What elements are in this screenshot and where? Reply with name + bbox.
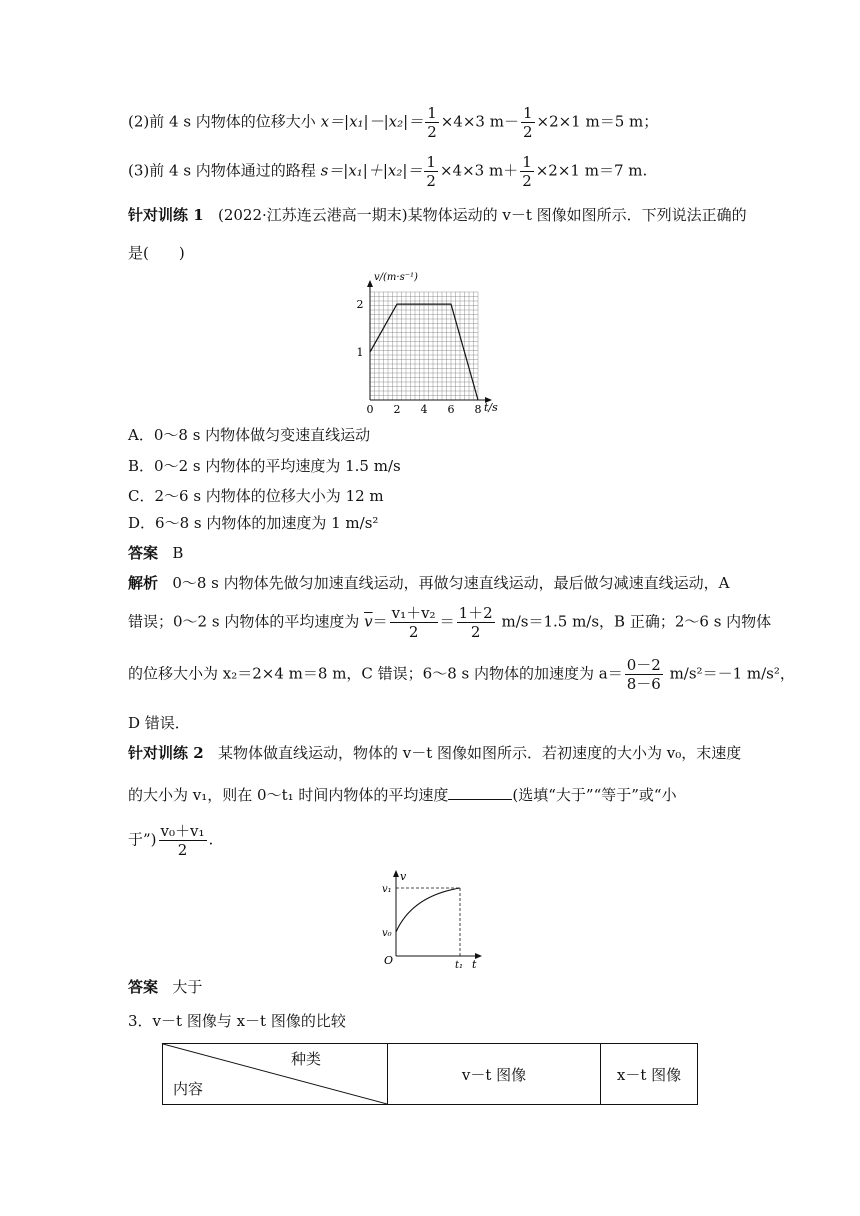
col-vt-header: v－t 图像 (388, 1044, 601, 1105)
answer-blank[interactable] (448, 785, 512, 800)
drill1-stem1: (2022·江苏连云港高一期末)某物体运动的 v－t 图像如图所示．下列说法正确的 (217, 206, 747, 224)
y-arrow (367, 280, 373, 287)
x-tick-label: 6 (447, 403, 455, 416)
answer-label: 答案 (128, 544, 159, 562)
v-label: v (400, 870, 407, 883)
fraction-half (520, 153, 534, 190)
solution-3 (128, 153, 647, 190)
t-label: t (472, 958, 477, 971)
v1-label: v₁ (382, 884, 392, 895)
drill2-stem-line1 (128, 742, 741, 763)
x-tick-label: 0 (366, 403, 374, 416)
sol3-term1: ×4×3 m＋ (439, 161, 519, 180)
drill2-stem2b: (选填“大于”“等于”或“小 (512, 786, 677, 804)
option-d: D．6～8 s 内物体的加速度为 1 m/s² (128, 514, 379, 532)
avg-frac2 (457, 604, 495, 641)
header-content: 内容 (173, 1080, 204, 1098)
comparison-table (162, 1043, 698, 1105)
col-xt-header: x－t 图像 (601, 1044, 698, 1105)
sol3-term2: ×2×1 m＝7 m. (535, 161, 648, 180)
analysis2b: m/s＝1.5 m/s，B 正确；2～6 s 内物体 (501, 612, 772, 631)
frac-den: 2 (522, 172, 532, 190)
header-kind: 种类 (291, 1050, 322, 1068)
frac-den: 2 (408, 623, 419, 641)
drill1-label: 针对训练 1 (128, 206, 204, 224)
frac-den: 2 (426, 172, 436, 190)
sol3-prefix: (3)前 4 s 内物体通过的路程 (128, 161, 321, 180)
analysis2a: 错误；0～2 s 内物体的平均速度为 (128, 612, 365, 631)
analysis-line2: 错误；0～2 s 内物体的平均速度为 $\overline{v}=$ $\frac{\text{v₁＋v₂}}{2}$ ＝ $\frac{1+2}{2}$ m/s＝1.5 m/s，B 正确；2～6 s 内物体 (128, 604, 772, 641)
fraction-half (425, 104, 439, 141)
t1-label: t₁ (455, 960, 464, 971)
option-a: A．0～8 s 内物体做匀变速直线运动 (128, 426, 371, 444)
analysis3a: 的位移大小为 x₂＝2×4 m＝8 m，C 错误；6～8 s 内物体的加速度为 a＝ (128, 664, 623, 683)
frac-den: 2 (470, 623, 481, 641)
chart-grid (370, 292, 478, 400)
frac-den: 2 (522, 123, 533, 141)
vt-chart-2 (366, 868, 486, 972)
y-axis-label: v/(m·s⁻¹) (374, 272, 418, 283)
velocity-curve (396, 888, 460, 932)
x-tick-label: 8 (474, 403, 482, 416)
drill1-stem-line2 (128, 242, 185, 263)
y-tick-label: 1 (356, 346, 364, 360)
fraction-half (424, 153, 438, 190)
analysis-line1 (128, 572, 730, 593)
drill2-stem1: 某物体做直线运动，物体的 v－t 图像如图所示．若初速度的大小为 v₀，末速度 (217, 744, 742, 762)
x-axis-label: t/s (484, 401, 498, 414)
drill2-label: 针对训练 2 (128, 744, 204, 762)
x-tick-label: 2 (393, 403, 401, 416)
frac-num: 1 (522, 104, 533, 122)
frac-num: 1 (522, 153, 532, 171)
frac-num: 1＋2 (458, 604, 493, 622)
drill2-stem3: 于”) (128, 830, 157, 849)
diagonal-header-cell (163, 1044, 388, 1105)
solution-2 (128, 104, 658, 141)
origin-label: O (384, 954, 394, 967)
frac-num: 1 (427, 104, 437, 122)
sol2-prefix: (2)前 4 s 内物体的位移大小 (128, 112, 321, 131)
section3-title: 3．v－t 图像与 x－t 图像的比较 (128, 1012, 346, 1030)
x-tick-label: 4 (420, 403, 428, 416)
drill1-stem-line1 (128, 204, 747, 225)
frac-den: 2 (177, 841, 188, 859)
option-b: B．0～2 s 内物体的平均速度为 1.5 m/s (128, 457, 401, 475)
option-c: C．2～6 s 内物体的位移大小为 12 m (128, 487, 384, 505)
fraction-half (521, 104, 535, 141)
y-tick-label: 2 (356, 298, 364, 312)
drill2-answer (128, 976, 202, 997)
acc-frac (625, 656, 663, 693)
answer-label: 答案 (128, 978, 159, 996)
frac-num: 1 (426, 153, 436, 171)
drill1-answer (128, 542, 183, 563)
analysis-line4: D 错误． (128, 714, 190, 732)
frac-den: 8－6 (626, 675, 661, 693)
sol2-term2: ×2×1 m＝5 m； (536, 112, 659, 131)
analysis-label: 解析 (128, 574, 159, 592)
answer-value: 大于 (172, 978, 203, 996)
sol2-term1: ×4×3 m－ (440, 112, 519, 131)
drill2-stem-line3 (128, 822, 213, 859)
drill2-stem3-end: . (208, 830, 214, 849)
avg-v-symbol: $\overline{v}$ (364, 612, 373, 631)
avg-frac1 (390, 604, 438, 641)
frac-num: v₀＋v₁ (160, 822, 205, 840)
vt-chart-1 (338, 266, 508, 416)
drill2-frac (159, 822, 207, 859)
answer-value: B (172, 544, 184, 562)
analysis3b: m/s²＝－1 m/s²， (669, 664, 795, 683)
frac-num: 0－2 (626, 656, 661, 674)
sol3-expr: s＝|x₁|＋|x₂|＝ (320, 161, 423, 180)
sol2-expr: x＝|x₁|－|x₂|＝ (320, 112, 424, 131)
drill2-stem2a: 的大小为 v₁，则在 0～t₁ 时间内物体的平均速度 (128, 786, 449, 804)
y-arrow (393, 870, 399, 877)
frac-den: 2 (427, 123, 437, 141)
drill2-stem-line2 (128, 784, 677, 805)
v0-label: v₀ (382, 928, 392, 939)
analysis1: 0～8 s 内物体先做匀加速直线运动，再做匀速直线运动，最后做匀减速直线运动，A (172, 574, 730, 592)
drill1-stem2: 是( ) (128, 244, 185, 262)
frac-num: v₁＋v₂ (391, 604, 436, 622)
analysis-line3 (128, 656, 795, 693)
